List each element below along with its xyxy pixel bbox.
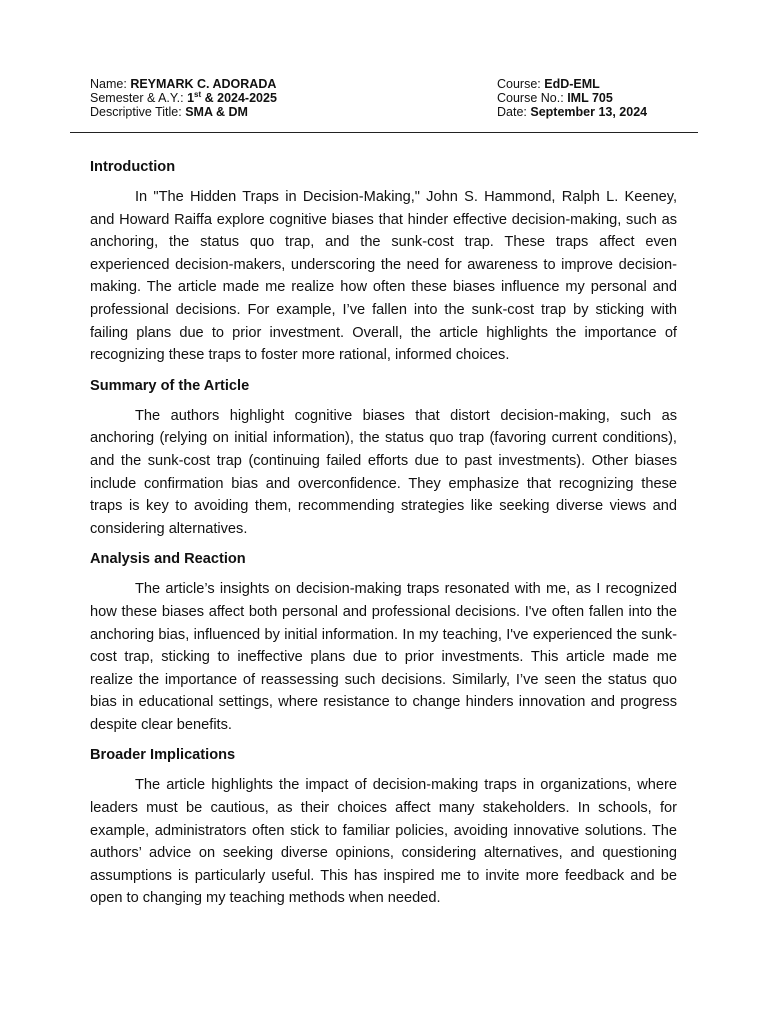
semester-field: Semester & A.Y.: 1st & 2024-2025 <box>90 89 277 105</box>
header-row-1 <box>90 77 690 91</box>
course-no-field: Course No.: IML 705 <box>497 91 613 105</box>
course-no-value: IML 705 <box>567 91 613 105</box>
section-heading-introduction: Introduction <box>90 159 176 175</box>
header-row-2 <box>90 91 690 105</box>
document-body <box>90 156 677 918</box>
header-row-3 <box>90 105 690 119</box>
date-value: September 13, 2024 <box>530 105 648 119</box>
date-field: Date: September 13, 2024 <box>497 105 648 119</box>
section-paragraph-introduction: In "The Hidden Traps in Decision-Making," John S. Hammond, Ralph L. Keeney, and Howard Raiffa explore cognitive biases that hinder effective decision-making, such as anchoring, the status quo trap, and the sunk-cost trap. These traps affect even experienced decision-makers, underscoring the need for awareness to improve decision-making. The article made me realize how often these biases influence my personal and professional decisions. For example, I’ve fallen into the sunk-cost trap by sticking with failing plans due to prior investment. Overall, the article highlights the importance of recognizing these traps to foster more rational, informed choices. <box>90 189 677 364</box>
document-header <box>90 77 690 119</box>
name-field: Name: REYMARK C. ADORADA <box>90 77 277 91</box>
course-value: EdD-EML <box>544 77 600 91</box>
section-paragraph-analysis: The article’s insights on decision-making traps resonated with me, as I recognized how these biases affect both personal and professional decisions. I've often fallen into the anchoring bias, influenced by initial information. In my teaching, I've experienced the sunk-cost trap, sticking to ineffective plans due to prior investments. This article made me realize the importance of reassessing such decisions. Similarly, I’ve seen the status quo bias in educational settings, where resistance to change hinders innovation and progress despite clear benefits. <box>90 581 677 733</box>
descriptive-title-value: SMA & DM <box>185 105 248 119</box>
section-paragraph-implications: The article highlights the impact of decision-making traps in organizations, where leaders must be cautious, as their choices affect many stakeholders. In schools, for example, administrators often stick to familiar policies, avoiding innovative solutions. The authors’ advice on seeking diverse opinions, considering alternatives, and questioning assumptions is particularly useful. This has inspired me to invite more feedback and be open to changing my teaching methods when needed. <box>90 777 677 907</box>
header-divider <box>70 132 698 133</box>
student-name: REYMARK C. ADORADA <box>130 77 277 91</box>
course-field: Course: EdD-EML <box>497 77 600 91</box>
section-heading-implications: Broader Implications <box>90 747 236 764</box>
section-heading-analysis: Analysis and Reaction <box>90 551 246 568</box>
semester-value: 1st & 2024-2025 <box>187 89 277 105</box>
descriptive-title-field: Descriptive Title: SMA & DM <box>90 105 248 119</box>
section-heading-summary: Summary of the Article <box>90 377 250 394</box>
section-paragraph-summary: The authors highlight cognitive biases that distort decision-making, such as anchoring (relying on initial information), the status quo trap (favoring current conditions), and the sunk-cost trap (continuing failed efforts due to past investments). Other biases include confirmation bias and overconfidence. They emphasize that recognizing these traps is key to avoiding them, recommending strategies like seeking diverse views and considering alternatives. <box>90 407 677 537</box>
